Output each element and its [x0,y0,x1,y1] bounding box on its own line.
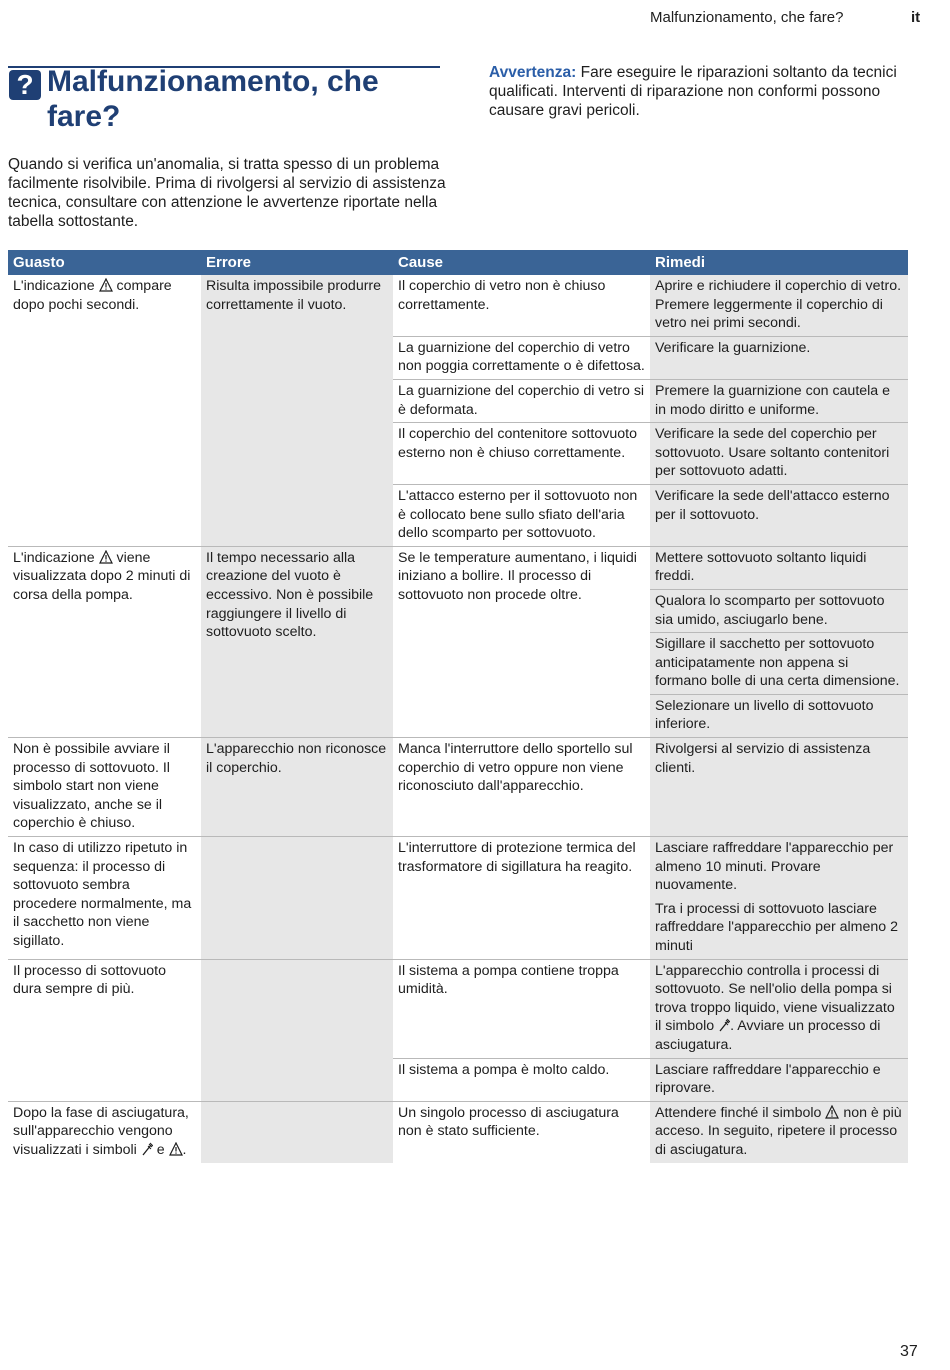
guasto-text: Dopo la fase di asciugatura, sull'apparecchio vengono visualizzati i simboli [13,1104,189,1158]
rimedio-cell [650,837,908,959]
guasto-cell: Il processo di sottovuoto dura sempre di più. [8,960,201,1101]
guasto-cell [8,275,201,546]
causa-cell: Un singolo processo di asciugatura non è stato sufficiente. [393,1102,650,1163]
cause-remedy-pair [393,1059,908,1101]
warning-note [489,63,939,120]
guasto-text: e [156,1141,165,1158]
guasto-cell: Non è possibile avviare il processo di sottovuoto. Il simbolo start non viene visualizzato, anche se il coperchio è chiuso. [8,738,201,836]
rimedio-cell: Verificare la sede del coperchio per sottovuoto. Usare soltanto contenitori per sottovuoto adatti. [650,423,908,484]
running-header: Malfunzionamento, che fare? [650,9,844,26]
rimedio-cell: Rivolgersi al servizio di assistenza clienti. [650,738,908,836]
rimedio-item: Tra i processi di sottovuoto lasciare raffreddare l'apparecchio per almeno 2 minuti [655,900,898,954]
guasto-cell [8,547,201,737]
causa-cell: La guarnizione del coperchio di vetro non poggia correttamente o è difettosa. [393,337,650,379]
drying-brush-icon [718,1018,730,1032]
rimedio-item: Lasciare raffreddare l'apparecchio per almeno 10 minuti. Provare nuovamente. [655,840,894,894]
rimedio-cell [650,1102,908,1163]
rimedio-cell: Verificare la sede dell'attacco esterno per il sottovuoto. [650,485,908,546]
cause-remedy-pair [393,423,908,485]
cause-remedy-pair [393,380,908,423]
table-row [8,275,908,547]
rimedio-cell [650,960,908,1058]
rimedio-text: . Avviare un processo di asciugatura. [655,1018,881,1053]
guasto-text: L'indicazione [13,278,95,294]
table-row [8,1102,908,1164]
rimedio-text: L'apparecchio controlla i processi di sottovuoto. Se nell'olio della pompa si trova troppo liquido, viene visualizzato il simbolo [655,962,895,1035]
cause-remedy-pair [393,485,908,546]
causa-cell: Manca l'interruttore dello sportello sul coperchio di vetro oppure non viene riconosciuto dall'apparecchio. [393,738,650,836]
header-guasto: Guasto [13,254,65,271]
rimedio-item: Sigillare il sacchetto per sottovuoto anticipatamente non appena si formano bolle di una certa dimensione. [650,633,908,695]
errore-cell [201,837,393,959]
rimedio-text: Attendere finché il simbolo [655,1104,822,1121]
errore-cell [201,960,393,1101]
drying-brush-icon [141,1142,153,1156]
table-header [8,250,908,275]
guasto-text: L'indicazione [13,549,95,566]
guasto-text: compare dopo pochi secondi. [13,278,172,313]
errore-cell: L'apparecchio non riconosce il coperchio. [201,738,393,836]
header-rimedi: Rimedi [655,254,706,271]
causa-cell: Se le temperature aumentano, i liquidi iniziano a bollire. Il processo di sottovuoto non procede oltre. [393,547,650,737]
guasto-cell [8,1102,201,1163]
table-row [8,837,908,960]
rimedio-cell: Premere la guarnizione con cautela e in modo diritto e uniforme. [650,380,908,422]
warning-text: Fare eseguire le riparazioni soltanto da tecnici qualificati. Interventi di riparazione non conformi possono causare gravi pericoli. [489,64,897,119]
causa-cell: L'interruttore di protezione termica del trasformatore di sigillatura ha reagito. [393,837,650,959]
table-row [8,738,908,837]
rimedio-cell [650,547,908,737]
header-cause: Cause [398,254,444,271]
rimedio-cell: Verificare la guarnizione. [650,337,908,379]
rimedio-cell: Lasciare raffreddare l'apparecchio e riprovare. [650,1059,908,1101]
guasto-cell: In caso di utilizzo ripetuto in sequenza: il processo di sottovuoto sembra procedere normalmente, ma il sacchetto non viene sigillato. [8,837,201,959]
rimedio-item: Selezionare un livello di sottovuoto inferiore. [655,697,874,733]
cause-remedy-group [393,275,908,546]
errore-cell: Risulta impossibile produrre correttamente il vuoto. [201,275,393,546]
cause-remedy-pair [393,337,908,380]
guasto-text: . [182,1141,187,1158]
cause-remedy-group [393,960,908,1101]
guasto-text: viene visualizzata dopo 2 minuti di corsa della pompa. [13,549,191,603]
causa-cell: La guarnizione del coperchio di vetro si è deformata. [393,380,650,422]
warning-triangle-icon [99,278,113,292]
causa-cell: Il sistema a pompa è molto caldo. [393,1059,650,1101]
rimedio-item: Qualora lo scomparto per sottovuoto sia umido, asciugarlo bene. [650,590,908,633]
errore-cell: Il tempo necessario alla creazione del vuoto è eccessivo. Non è possibile raggiungere il livello di sottovuoto scelto. [201,547,393,737]
table-row [8,547,908,738]
warning-triangle-icon [99,550,113,564]
causa-cell: Il coperchio del contenitore sottovuoto esterno non è chiuso correttamente. [393,423,650,484]
warning-label: Avvertenza: [489,64,577,81]
table-row [8,960,908,1102]
cause-remedy-pair [393,275,908,337]
cause-remedy-pair [393,960,908,1059]
causa-cell: Il sistema a pompa contiene troppa umidità. [393,960,650,1058]
rimedio-text: non è più acceso. In seguito, ripetere il processo di asciugatura. [655,1104,902,1158]
page-title: Malfunzionamento, che fare? [47,65,379,133]
question-mark-icon: ? [9,70,41,100]
troubleshooting-table [8,250,908,1164]
language-code: it [911,9,921,26]
warning-triangle-icon [169,1142,183,1156]
causa-cell: L'attacco esterno per il sottovuoto non è collocato bene sullo sfiato dell'aria dello scomparto per sottovuoto. [393,485,650,546]
rimedio-item: Mettere sottovuoto soltanto liquidi freddi. [650,547,908,590]
intro-paragraph: Quando si verifica un'anomalia, si tratta spesso di un problema facilmente risolvibile. Prima di rivolgersi al servizio di assistenza tecnica, consultare con attenzione le avvertenze riportate nella tabella sottostante. [8,156,446,230]
errore-cell [201,1102,393,1163]
page-number: 37 [900,1343,918,1360]
rimedio-cell: Aprire e richiudere il coperchio di vetro. Premere leggermente il coperchio di vetro nei primi secondi. [650,275,908,336]
warning-triangle-icon [825,1105,839,1119]
header-errore: Errore [206,254,252,271]
causa-cell: Il coperchio di vetro non è chiuso correttamente. [393,275,650,336]
